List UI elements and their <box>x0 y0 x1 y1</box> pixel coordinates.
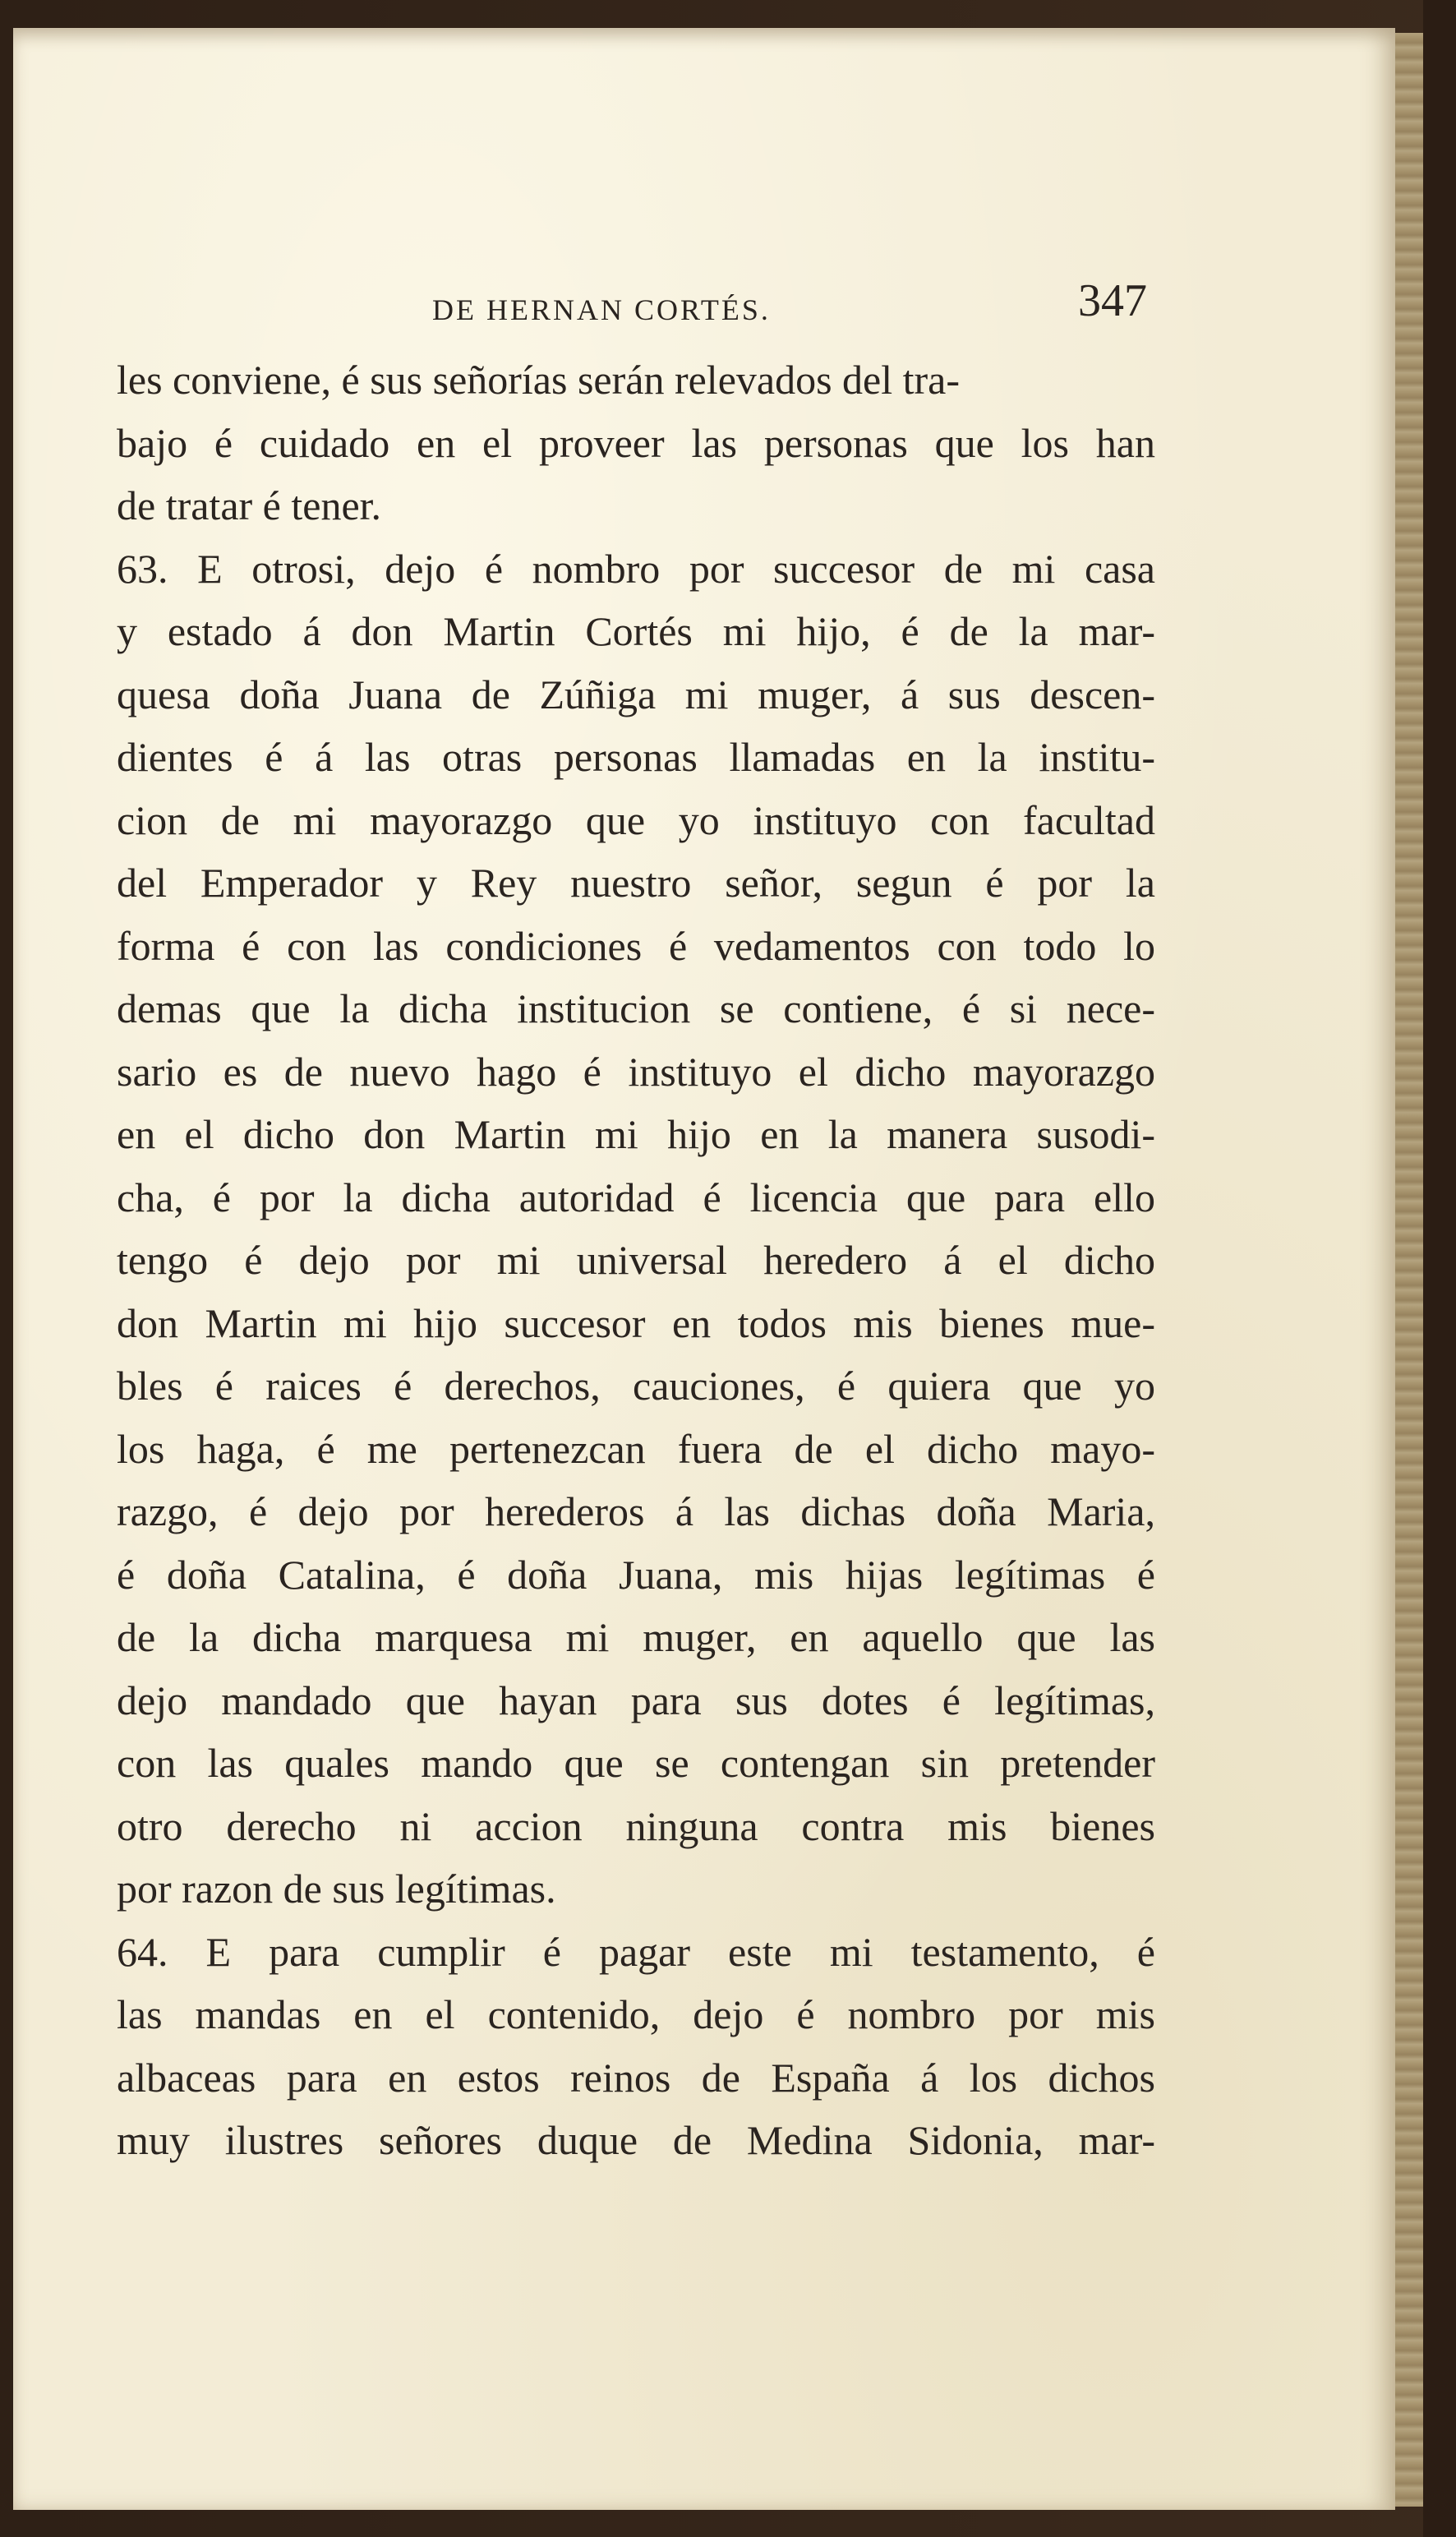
text-line: les conviene, é sus señorías serán relevados del tra- <box>117 357 961 403</box>
text-line: muy ilustres señores duque de Medina Sidonia, mar- <box>117 2117 1155 2163</box>
text-line: otro derecho ni accion ninguna contra mis bienes <box>117 1802 1155 1849</box>
text-line: por razon de sus legítimas. <box>117 1866 556 1912</box>
text-line: don Martin mi hijo succesor en todos mis bienes mue- <box>117 1299 1155 1346</box>
text-line: bles é raices é derechos, cauciones, é quiera que yo <box>117 1363 1155 1409</box>
text-line: quesa doña Juana de Zúñiga mi muger, á sus descen- <box>117 671 1155 717</box>
page-edges <box>1395 33 1423 2507</box>
book-cover-edge <box>1423 0 1456 2537</box>
running-title: DE HERNAN CORTÉS. <box>432 293 771 326</box>
text-line: cha, é por la dicha autoridad é licencia que para ello <box>117 1174 1155 1220</box>
text-line: en el dicho don Martin mi hijo en la manera susodi- <box>117 1111 1155 1157</box>
text-line: 64. E para cumplir é pagar este mi testamento, é <box>117 1928 1155 1975</box>
text-line: demas que la dicha institucion se contiene, é si nece- <box>117 985 1155 1031</box>
text-line: dientes é á las otras personas llamadas en la institu- <box>117 734 1155 780</box>
text-line: bajo é cuidado en el proveer las personas que los han <box>117 419 1155 466</box>
text-line: dejo mandado que hayan para sus dotes é legítimas, <box>117 1677 1155 1723</box>
body-text <box>117 348 1155 2172</box>
text-line: con las quales mando que se contengan sin pretender <box>117 1740 1155 1786</box>
text-line: de la dicha marquesa mi muger, en aquello que las <box>117 1614 1155 1660</box>
text-line: y estado á don Martin Cortés mi hijo, é de la mar- <box>117 608 1155 654</box>
text-line: é doña Catalina, é doña Juana, mis hijas legítimas é <box>117 1551 1155 1598</box>
page-paper <box>13 28 1395 2510</box>
text-line: cion de mi mayorazgo que yo instituyo con facultad <box>117 796 1155 843</box>
text-line: forma é con las condiciones é vedamentos con todo lo <box>117 922 1155 969</box>
text-line: de tratar é tener. <box>117 482 382 528</box>
text-line: albaceas para en estos reinos de España á los dichos <box>117 2054 1155 2101</box>
page-header <box>120 274 1147 340</box>
text-line: las mandas en el contenido, dejo é nombro por mis <box>117 1991 1155 2037</box>
text-line: razgo, é dejo por herederos á las dichas doña Maria, <box>117 1488 1155 1534</box>
text-line: del Emperador y Rey nuestro señor, segun é por la <box>117 860 1155 906</box>
text-line: los haga, é me pertenezcan fuera de el dicho mayo- <box>117 1425 1155 1472</box>
text-line: sario es de nuevo hago é instituyo el dicho mayorazgo <box>117 1048 1155 1095</box>
page-number: 347 <box>1078 275 1147 326</box>
text-line: 63. E otrosi, dejo é nombro por succesor de mi casa <box>117 545 1155 592</box>
text-line: tengo é dejo por mi universal heredero á el dicho <box>117 1237 1155 1283</box>
